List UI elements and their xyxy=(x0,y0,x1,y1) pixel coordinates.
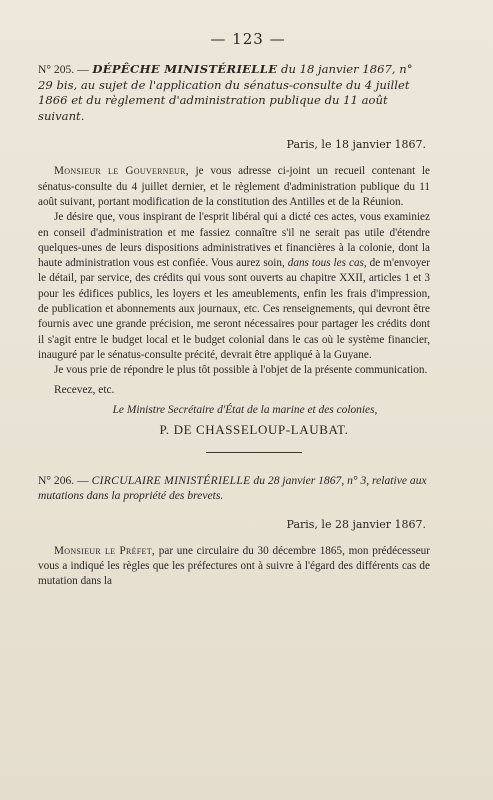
document-206-heading xyxy=(38,473,430,504)
document-206-number: N° 206. — xyxy=(38,473,89,487)
document-205-number: N° 205. — xyxy=(38,63,89,76)
document-205-paragraph-1-text: je vous adresse ci-joint un recueil contenant le sénatus-consulte du 4 juillet dernier, et le règlement d'administration publique du 11 août suivant, portant modification de la constitution des Antilles et de la Réunion. xyxy=(38,165,430,208)
document-205-subtitle: du 18 janvier 1867, n° 29 bis, au sujet de l'application du sénatus-consulte du 4 juillet 1866 et du règlement d'administration publique du 11 août suivant. xyxy=(38,62,413,123)
document-205-place-date: Paris, le 18 janvier 1867. xyxy=(286,138,426,152)
document-206-title: CIRCULAIRE MINISTÉRIELLE xyxy=(91,473,251,487)
document-205-paragraph-2 xyxy=(38,210,430,363)
document-205-heading xyxy=(38,62,430,124)
document-206 xyxy=(38,473,430,590)
document-205-paragraph-2-italic: dans tous les cas, xyxy=(287,257,367,270)
section-divider xyxy=(206,452,302,453)
document-206-subtitle-a: du 28 janvier 1867, n° 3, xyxy=(253,473,373,487)
document-205-title: DÉPÊCHE MINISTÉRIELLE xyxy=(92,62,278,76)
document-205-signature-name: P. DE CHASSELOUP-LAUBAT. xyxy=(159,421,349,437)
document-206-paragraph-1 xyxy=(38,544,430,590)
document-205-paragraph-2-text-a: Je désire que, vous inspirant de l'esprit libéral qui a dicté ces actes, vous examiniez en conseil d'administration et me fassiez connaître s'il ne serait pas utile d'étendre quelques-unes de leurs dispositions administratives et financières à la colonie, dont la haute administration vous est confiée. Vous aurez soin, xyxy=(38,211,430,270)
document-205-paragraph-3: Je vous prie de répondre le plus tôt possible à l'objet de la présente communication. xyxy=(54,364,428,377)
page-number: — 123 — xyxy=(210,30,286,48)
document-205-salutation: Monsieur le Gouverneur, xyxy=(54,165,189,178)
document-205 xyxy=(38,62,430,438)
document-205-closing: Recevez, etc. xyxy=(54,383,115,396)
document-206-salutation: Monsieur le Préfet, xyxy=(54,544,156,557)
document-205-paragraph-1 xyxy=(38,164,430,210)
document-205-paragraph-2-text-b: de m'envoyer le détail, par service, des crédits qui vous sont ouverts au chapitre XXII, articles 1 et 3 pour les édifices publics, les loyers et les ameublements, enfin les frais d'impression, de publication et abonnements aux journaux, etc. Ces renseignements, qui devront être fournis avec une grande précision, me seront nécessaires pour partager les crédits dont il s'agit entre le budget local et le budget colonial dans le cas où le système financier, inauguré par le sénatus-consulte précité, devrait être appliqué à la Guyane. xyxy=(38,257,430,361)
document-206-place-date: Paris, le 28 janvier 1867. xyxy=(286,517,426,531)
document-205-signature-role: Le Ministre Secrétaire d'État de la marine et des colonies, xyxy=(112,403,378,416)
document-206-subtitle-b: relative aux mutations dans la propriété des brevets. xyxy=(38,473,427,503)
document-206-paragraph-1-text: par une circulaire du 30 décembre 1865, mon prédécesseur vous a indiqué les règles que les préfectures ont à suivre à l'égard des différents cas de mutation dans la xyxy=(38,544,430,588)
